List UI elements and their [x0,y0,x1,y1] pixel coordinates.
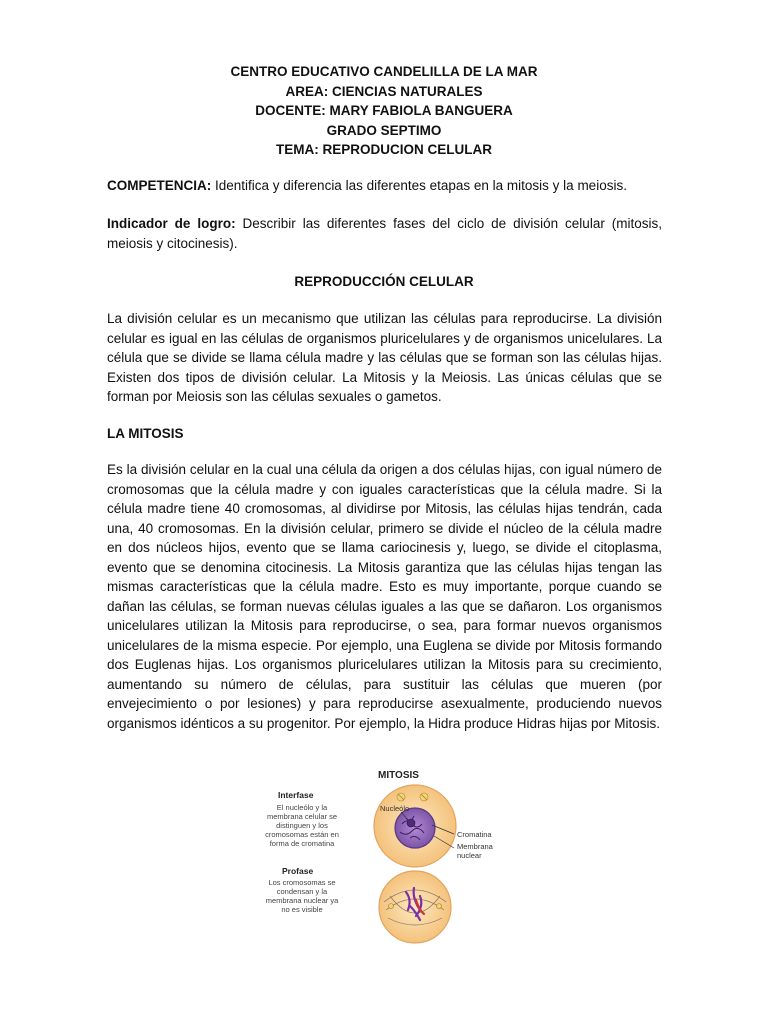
topic-line: TEMA: REPRODUCION CELULAR [276,142,492,157]
competencia-text: Identifica y diferencia las diferentes etapas en la mitosis y la meiosis. [211,178,627,193]
competencia-paragraph [107,176,662,196]
mitosis-figure [262,764,502,944]
profase-description: Los cromosomas se condensan y la membrana nuclear ya no es visible [265,878,339,914]
profase-title: Profase [282,866,314,876]
profase-cell [379,871,451,943]
mitosis-body: Es la división celular en la cual una célula da origen a dos células hijas, con igual número de cromosomas que la célula madre y con iguales características que la célula madre. Si la célula madre tiene 40 cromosomas, al dividirse por Mitosis, las células hijas tendrán, cada una, 40 cromosomas. En la división celular, primero se divide el núcleo de la célula madre en dos núcleos hijos, evento que se llama cariocinesis y, luego, se divide el citoplasma, evento que se denomina citocinesis. La Mitosis garantiza que las células hijas tengan las mismas características que la célula madre. Esto es muy importante, porque cuando se dañan las células, se forman nuevas células iguales a las que se dañaron. Los organismos unicelulares utilizan la Mitosis para reproducirse, o sea, para formar nuevos organismos unicelulares de la misma especie. Por ejemplo, una Euglena se divide por Mitosis formando dos Euglenas hijas. Los organismos pluricelulares utilizan la Mitosis para su crecimiento, aumentando su número de células, para sustituir las células que mueren (por envejecimiento o por lesiones) y para reproducirse asexualmente, produciendo nuevos organismos idénticos a su progenitor. Por ejemplo, la Hidra produce Hidras hijas por Mitosis. [107,462,662,731]
indicador-label: Indicador de logro: [107,216,236,231]
interfase-cell [374,785,456,867]
interfase-description: El nucleólo y la membrana celular se distinguen y los cromosomas están en forma de cromatina [265,803,339,848]
cromatina-label: Cromatina [457,830,492,839]
nucleolo-label: Nucleólo [380,804,410,813]
document-header [0,62,768,160]
figure-title: MITOSIS [378,770,419,781]
indicador-text: Describir las diferentes fases del ciclo de división celular (mitosis, meiosis y citocinesis). [107,216,662,251]
school-name: CENTRO EDUCATIVO CANDELILLA DE LA MAR [230,64,538,79]
section-title-reproduccion: REPRODUCCIÓN CELULAR [294,274,474,289]
competencia-label: COMPETENCIA: [107,178,212,193]
teacher-line: DOCENTE: MARY FABIOLA BANGUERA [255,103,513,118]
area-line: AREA: CIENCIAS NATURALES [285,83,483,99]
membrana-label: Membrana nuclear [457,842,493,860]
interfase-title: Interfase [278,790,314,800]
reproduccion-body: La división celular es un mecanismo que utilizan las células para reproducirse. La división celular es igual en las células de organismos pluricelulares y de organismos unicelulares. La célula que se divide se llama célula madre y las células que se forman son las células hijas. Existen dos tipos de división celular. La Mitosis y la Meiosis. Las únicas células que se forman por Meiosis son las células sexuales o gametos. [107,311,662,404]
indicador-paragraph [107,214,662,253]
grade-line: GRADO SEPTIMO [326,122,442,138]
section-title-mitosis: LA MITOSIS [107,426,184,441]
